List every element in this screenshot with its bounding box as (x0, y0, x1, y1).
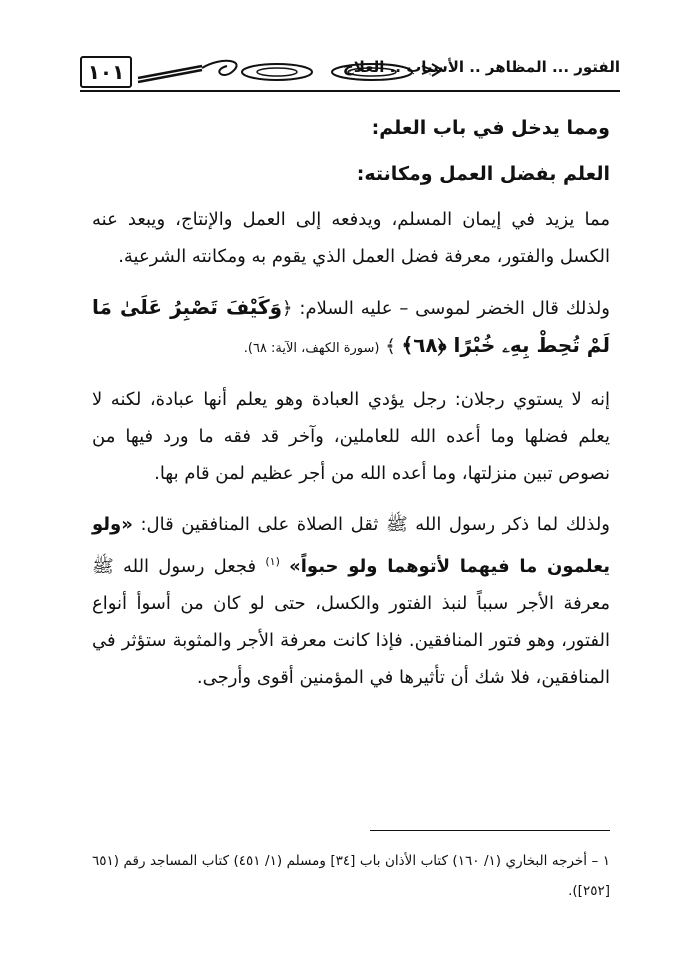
hadith-commentary: فجعل رسول الله ﷺ معرفة الأجر سبباً لنبذ الفتور والكسل، حتى لو كان من أسوأ أنواع الفتور، وهو فتور المنافقين. فإذا كانت معرفة الأجر والمثوبة ستؤثر في المنافقين، فلا شك أن تأثيرها في المؤمنين أقوى وأرجى. (92, 556, 610, 688)
paragraph-hadith (92, 506, 610, 696)
paragraph-intro: مما يزيد في إيمان المسلم، ويدفعه إلى العمل والإنتاج، ويبعد عنه الكسل والفتور، معرفة فضل العمل الذي يقوم به ومكانته الشرعية. (92, 209, 610, 267)
paragraph-comparison: إنه لا يستوي رجلان: رجل يؤدي العبادة وهو يعلم أنها عبادة، لكنه لا يعلم فضلها وما أعده الله للعاملين، وآخر قد فقه ما ورد فيها من نصوص تبين منزلتها، وما أعده الله من أجر عظيم لمن قام بها. (92, 389, 610, 484)
footnote-marker: (١) (265, 555, 280, 568)
footnote: ١ – أخرجه البخاري (١/ ١٦٠) كتاب الأذان باب [٣٤] ومسلم (١/ ٤٥١) كتاب المساجد رقم (٦٥١ [٢٥٢]). (92, 853, 610, 899)
subsection-heading: العلم بفضل العمل ومكانته: (356, 163, 610, 185)
paragraph-verse (92, 289, 610, 367)
footnote-divider (370, 830, 610, 831)
quran-verse: وَكَيْفَ تَصْبِرُ عَلَىٰ مَا لَمْ تُحِطْ بِهِۦ خُبْرًا ﴿٦٨﴾ (92, 295, 610, 357)
verse-close: ﴾ (385, 336, 396, 357)
page-number: ١٠١ (80, 56, 132, 88)
hadith-intro: ولذلك لما ذكر رسول الله ﷺ ثقل الصلاة على المنافقين قال: (132, 514, 610, 535)
verse-reference: (سورة الكهف، الآية: ٦٨). (243, 341, 380, 356)
verse-intro: ولذلك قال الخضر لموسى – عليه السلام: ﴿ (282, 298, 610, 319)
section-heading: ومما يدخل في باب العلم: (371, 117, 610, 139)
header-divider (80, 90, 620, 92)
main-text (92, 105, 610, 696)
running-title: الفتور ... المظاهر .. الأسباب .. العلاج (342, 58, 620, 76)
page-header (80, 50, 620, 90)
hadith-quote: «ولو يعلمون ما فيهما لأتوهما ولو حبواً» (92, 514, 610, 577)
